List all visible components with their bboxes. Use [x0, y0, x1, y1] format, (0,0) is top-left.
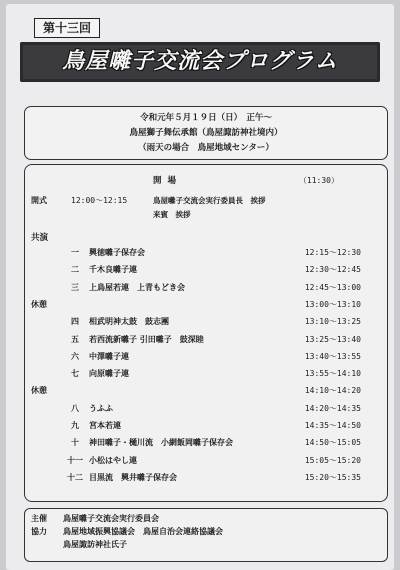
- performance-row: [25, 262, 387, 278]
- performance-row: [25, 349, 387, 365]
- performance-number: 八: [71, 403, 79, 413]
- ceremony-label: 開式: [31, 196, 47, 205]
- performance-time: 14:35～14:50: [304, 421, 361, 430]
- cooperation-names-1: 鳥屋地域振興協議会 鳥屋自治会連絡協議会: [63, 527, 223, 536]
- break-row: [25, 383, 387, 399]
- organizer-name: 鳥屋囃子交流会実行委員会: [63, 514, 159, 523]
- performer-name: 若西流新囃子 引田囃子 鼓深睦: [89, 334, 204, 344]
- cooperation-label: 協力: [31, 527, 47, 536]
- performance-row: [25, 332, 387, 348]
- performance-time: 14:50～15:05: [304, 438, 361, 448]
- performance-time: 14:20～14:35: [304, 403, 361, 413]
- ceremony-greeting-1: 鳥屋囃子交流会実行委員長 挨拶: [153, 196, 266, 205]
- performance-label: 共演: [31, 233, 49, 243]
- performance-row: [25, 401, 387, 417]
- performance-time: 13:00～13:10: [304, 299, 361, 309]
- open-time: （11:30）: [298, 176, 339, 185]
- performance-number: 十: [71, 438, 79, 448]
- break-label: 休憩: [31, 386, 47, 396]
- performer-name: 中澤囃子連: [89, 351, 129, 361]
- performance-time: 15:05～15:20: [304, 455, 361, 465]
- performer-name: 千木良囃子連: [89, 265, 137, 275]
- performer-name: 宮本若連: [89, 421, 121, 430]
- performance-row: [25, 435, 387, 451]
- ceremony-time: 12:00～12:15: [71, 196, 128, 205]
- performance-number: 一: [71, 248, 79, 257]
- ceremony-greeting-2: 来賓 挨拶: [153, 210, 191, 219]
- rain-venue: （雨天の場合 鳥屋地域センター）: [138, 143, 274, 153]
- performance-row: [25, 366, 387, 382]
- performance-number: 三: [71, 282, 79, 292]
- performance-row: [25, 470, 387, 486]
- performance-number: 十二: [67, 472, 83, 482]
- performance-number: 七: [71, 369, 79, 379]
- program-title: 鳥屋囃子交流会プログラム: [62, 49, 338, 74]
- performer-name: 小松はやし連: [89, 455, 137, 465]
- performance-row: [25, 314, 387, 330]
- performance-time: 12:30～12:45: [304, 265, 361, 275]
- performance-time: 13:10～13:25: [304, 317, 361, 327]
- open-label: 開場: [153, 176, 183, 186]
- break-row: [25, 297, 387, 313]
- performance-row: [25, 418, 387, 434]
- performance-number: 十一: [67, 455, 83, 465]
- break-label: 休憩: [31, 299, 47, 309]
- performer-name: 向原囃子連: [89, 369, 129, 379]
- event-info-box: [24, 106, 388, 160]
- performer-name: 相武明神太鼓 鼓志團: [89, 317, 169, 327]
- guest-row: [25, 207, 387, 223]
- cooperation-names-2: 鳥屋諏訪神社氏子: [63, 540, 127, 549]
- program-header: [20, 14, 380, 88]
- performance-time: 15:20～15:35: [304, 472, 361, 482]
- edition-label: 第十三回: [34, 18, 100, 38]
- event-date: 令和元年５月１９日（日） 正午～: [140, 113, 272, 123]
- performance-row: [25, 280, 387, 296]
- organizer-label: 主催: [31, 514, 47, 523]
- performer-name: 上鳥屋若連 上青もどき会: [89, 282, 185, 292]
- event-venue: 鳥屋獅子舞伝承館（鳥屋諏訪神社境内）: [129, 128, 283, 138]
- performance-time: 12:45～13:00: [304, 282, 361, 292]
- performance-number: 二: [71, 265, 79, 275]
- performance-time: 13:55～14:10: [304, 369, 361, 379]
- performance-time: 12:15～12:30: [304, 248, 361, 257]
- program-sheet: [6, 4, 394, 570]
- performer-name: うふふ: [89, 403, 113, 413]
- open-row: [25, 173, 387, 189]
- credits-box: [24, 508, 388, 562]
- performance-number: 五: [71, 334, 79, 344]
- performer-name: 神田囃子・樋川流 小網飯岡囃子保存会: [89, 438, 233, 448]
- performance-time: 13:25～13:40: [304, 334, 361, 344]
- performance-row: [25, 453, 387, 469]
- performance-time: 13:40～13:55: [304, 351, 361, 361]
- performance-number: 六: [71, 351, 79, 361]
- program-schedule: [24, 164, 388, 502]
- performance-number: 九: [71, 421, 79, 430]
- performer-name: 目黒流 興井囃子保存会: [89, 472, 177, 482]
- performer-name: 興徳囃子保存会: [89, 248, 145, 257]
- performance-time: 14:10～14:20: [304, 386, 361, 396]
- performance-number: 四: [71, 317, 79, 327]
- performance-row: [25, 245, 387, 261]
